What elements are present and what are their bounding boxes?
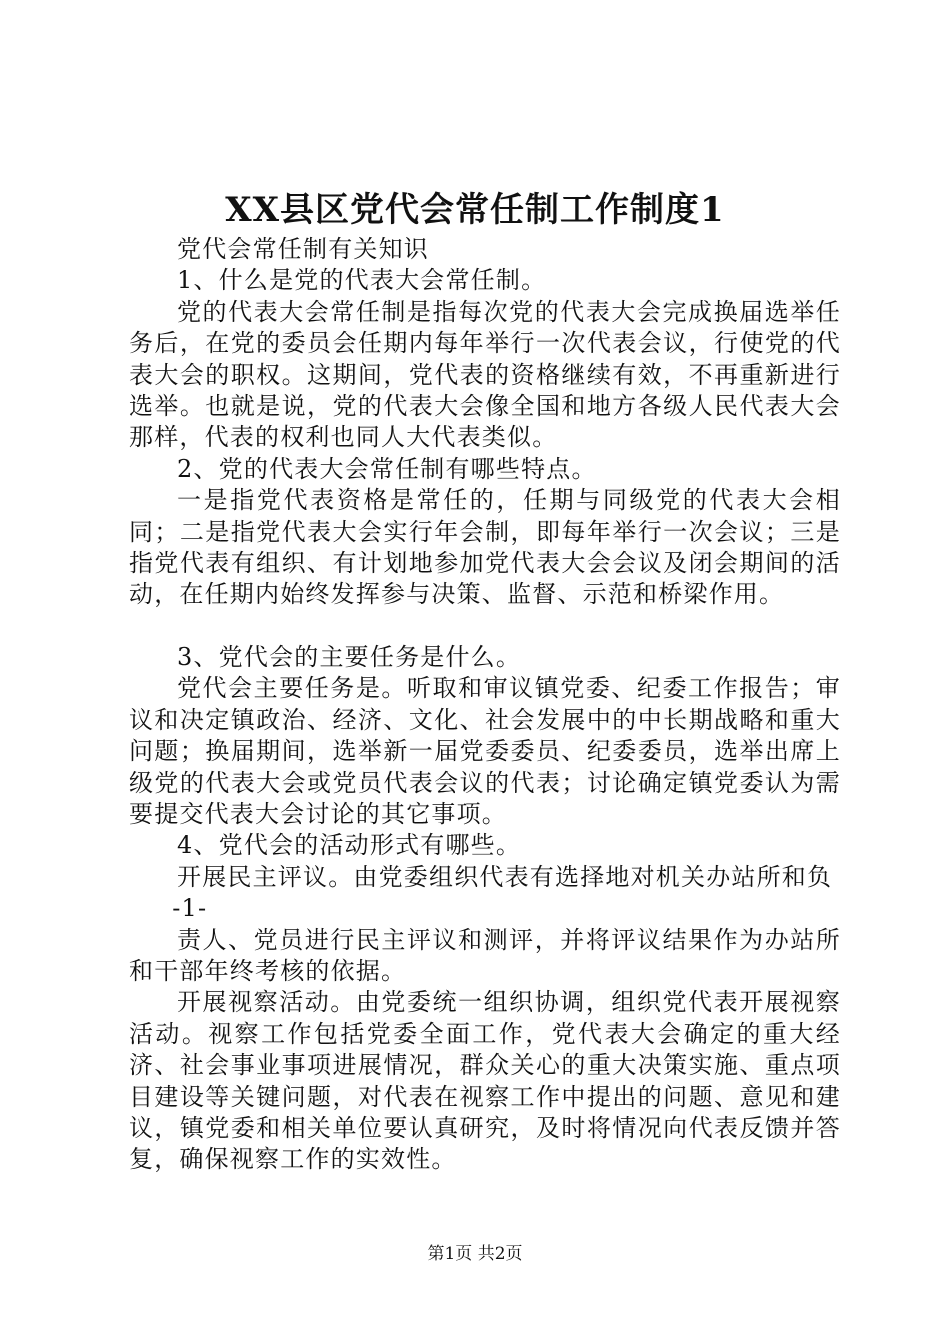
answer-4-part-2: 责人、党员进行民主评议和测评，并将评议结果作为办站所和干部年终考核的依据。 [129, 925, 841, 985]
inline-page-marker: -1- [172, 894, 208, 923]
answer-4-part-1: 开展民主评议。由党委组织代表有选择地对机关办站所和负 [177, 862, 833, 891]
answer-3: 党代会主要任务是。听取和审议镇党委、纪委工作报告；审议和决定镇政治、经济、文化、社会发展中的中长期战略和重大问题；换届期间，选举新一届党委委员、纪委委员，选举出席上级党的代表大会或党员代表会议的代表；讨论确定镇党委认为需要提交代表大会讨论的其它事项。 [129, 674, 841, 828]
document-title: XX县区党代会常任制工作制度1 [225, 190, 725, 230]
answer-4-inspection: 开展视察活动。由党委统一组织协调，组织党代表开展视察活动。视察工作包括党委全面工作，党代表大会确定的重大经济、社会事业事项进展情况，群众关心的重大决策实施、重点项目建设等关键问题，对代表在视察工作中提出的问题、意见和建议，镇党委和相关单位要认真研究，及时将情况向代表反馈并答复，确保视察工作的实效性。 [129, 988, 841, 1174]
question-1: 1、什么是党的代表大会常任制。 [177, 266, 547, 295]
paragraph-intro-heading: 党代会常任制有关知识 [177, 235, 429, 263]
question-4: 4、党代会的活动形式有哪些。 [177, 831, 522, 860]
question-2: 2、党的代表大会常任制有哪些特点。 [177, 454, 597, 483]
page-footer: 第1页 共2页 [427, 1244, 523, 1264]
answer-2: 一是指党代表资格是常任的，任期与同级党的代表大会相同；二是指党代表大会实行年会制，即每年举行一次会议；三是指党代表有组织、有计划地参加党代表大会会议及闭会期间的活动，在任期内始终发挥参与决策、监督、示范和桥梁作用。 [129, 486, 841, 609]
question-3: 3、党代会的主要任务是什么。 [177, 642, 522, 671]
answer-1: 党的代表大会常任制是指每次党的代表大会完成换届选举任务后，在党的委员会任期内每年举行一次代表会议，行使党的代表大会的职权。这期间，党代表的资格继续有效，不再重新进行选举。也就是说，党的代表大会像全国和地方各级人民代表大会那样，代表的权利也同人大代表类似。 [129, 297, 841, 452]
document-body [129, 234, 841, 1176]
